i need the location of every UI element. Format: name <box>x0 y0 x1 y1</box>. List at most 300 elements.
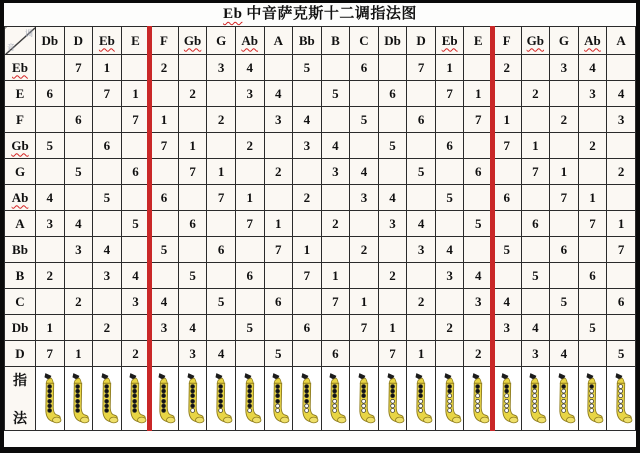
degree-cell: 5 <box>521 263 550 289</box>
page-title <box>4 3 636 25</box>
degree-cell: 3 <box>321 159 350 185</box>
degree-cell <box>207 315 236 341</box>
fingering-row <box>5 367 636 431</box>
note-label: D <box>73 32 84 48</box>
degree-cell: 3 <box>350 185 379 211</box>
row-header-Bb <box>5 237 36 263</box>
degree-cell: 4 <box>207 341 236 367</box>
column-header-13-D <box>407 27 436 55</box>
row-header-Ab <box>5 185 36 211</box>
degree-cell <box>178 289 207 315</box>
fingering-cell-9 <box>293 367 322 431</box>
degree-cell: 4 <box>407 211 436 237</box>
degree-cell: 6 <box>36 81 65 107</box>
table-row-Eb <box>5 55 636 81</box>
degree-cell: 5 <box>207 289 236 315</box>
degree-cell: 7 <box>36 341 65 367</box>
degree-cell <box>607 133 636 159</box>
note-label: G <box>14 163 26 179</box>
degree-cell <box>493 211 522 237</box>
fingering-cell-12 <box>378 367 407 431</box>
degree-cell: 6 <box>350 55 379 81</box>
degree-cell <box>235 237 264 263</box>
degree-cell <box>121 133 150 159</box>
fingering-cell-7 <box>235 367 264 431</box>
degree-cell: 6 <box>493 185 522 211</box>
fingering-label-top: 指 <box>13 373 27 389</box>
degree-cell: 1 <box>178 133 207 159</box>
fingering-cell-0 <box>36 367 65 431</box>
degree-cell: 2 <box>93 315 122 341</box>
section-divider-red-line-1 <box>147 26 152 431</box>
degree-cell: 3 <box>93 263 122 289</box>
degree-cell <box>350 211 379 237</box>
degree-cell <box>550 211 579 237</box>
degree-cell: 4 <box>121 263 150 289</box>
degree-cell: 1 <box>607 211 636 237</box>
title-key-note: Eb <box>223 6 243 22</box>
degree-cell <box>607 315 636 341</box>
degree-cell <box>150 341 179 367</box>
note-label: F <box>16 111 24 127</box>
degree-cell: 5 <box>435 185 464 211</box>
degree-cell: 5 <box>150 237 179 263</box>
degree-cell: 3 <box>293 133 322 159</box>
degree-cell: 6 <box>121 159 150 185</box>
degree-cell <box>207 133 236 159</box>
saxophone-icon <box>381 370 405 427</box>
fingering-cell-2 <box>93 367 122 431</box>
degree-cell: 2 <box>321 211 350 237</box>
table-row-D <box>5 341 636 367</box>
fingering-cell-13 <box>407 367 436 431</box>
degree-cell: 3 <box>378 211 407 237</box>
degree-cell <box>121 55 150 81</box>
table-row-Ab <box>5 185 636 211</box>
degree-cell <box>607 185 636 211</box>
saxophone-icon <box>123 370 147 427</box>
degree-cell <box>378 55 407 81</box>
degree-cell: 1 <box>378 315 407 341</box>
degree-cell: 2 <box>464 341 493 367</box>
degree-cell: 5 <box>493 237 522 263</box>
degree-cell: 2 <box>378 263 407 289</box>
degree-cell: 6 <box>178 211 207 237</box>
note-label: Ab <box>241 32 259 48</box>
note-label: D <box>416 32 426 48</box>
saxophone-icon <box>66 370 90 427</box>
degree-cell: 6 <box>207 237 236 263</box>
note-label: C <box>359 32 369 48</box>
degree-cell <box>93 107 122 133</box>
degree-cell: 6 <box>150 185 179 211</box>
column-header-1-D <box>64 27 93 55</box>
degree-cell <box>36 107 65 133</box>
saxophone-icon <box>209 370 233 427</box>
degree-cell <box>93 289 122 315</box>
degree-cell: 1 <box>150 107 179 133</box>
degree-cell <box>378 237 407 263</box>
note-label: Bb <box>12 241 28 257</box>
degree-cell <box>207 211 236 237</box>
saxophone-icon <box>266 370 290 427</box>
row-header-D <box>5 341 36 367</box>
column-header-0-Db <box>36 27 65 55</box>
degree-cell: 6 <box>378 81 407 107</box>
degree-cell <box>350 133 379 159</box>
fingering-cell-4 <box>150 367 179 431</box>
degree-cell <box>264 55 293 81</box>
degree-cell: 6 <box>464 159 493 185</box>
degree-cell: 2 <box>121 341 150 367</box>
degree-cell <box>435 107 464 133</box>
degree-cell: 3 <box>235 81 264 107</box>
degree-cell: 4 <box>178 315 207 341</box>
table-row-G <box>5 159 636 185</box>
note-label: Gb <box>11 137 29 153</box>
degree-cell <box>264 315 293 341</box>
degree-cell <box>521 55 550 81</box>
saxophone-icon <box>295 370 319 427</box>
degree-cell: 7 <box>293 263 322 289</box>
fingering-cell-5 <box>178 367 207 431</box>
column-header-2-Eb <box>93 27 122 55</box>
degree-cell: 4 <box>378 185 407 211</box>
degree-cell: 5 <box>178 263 207 289</box>
degree-cell <box>64 315 93 341</box>
degree-cell <box>493 263 522 289</box>
note-label: E <box>131 32 140 48</box>
column-header-19-Ab <box>578 27 607 55</box>
column-header-20-A <box>607 27 636 55</box>
degree-cell <box>235 107 264 133</box>
degree-cell <box>64 81 93 107</box>
degree-cell <box>264 263 293 289</box>
saxophone-icon <box>466 370 490 427</box>
saxophone-icon <box>409 370 433 427</box>
degree-cell <box>521 185 550 211</box>
row-header-B <box>5 263 36 289</box>
degree-cell <box>321 237 350 263</box>
degree-cell: 6 <box>293 315 322 341</box>
table-row-B <box>5 263 636 289</box>
degree-cell: 7 <box>407 55 436 81</box>
degree-cell: 1 <box>264 211 293 237</box>
degree-cell: 5 <box>464 211 493 237</box>
degree-cell <box>64 185 93 211</box>
degree-cell: 4 <box>235 55 264 81</box>
row-header-Db <box>5 315 36 341</box>
degree-cell <box>321 315 350 341</box>
degree-cell: 4 <box>464 263 493 289</box>
degree-cell: 1 <box>521 133 550 159</box>
note-label: Gb <box>526 32 545 48</box>
degree-cell: 5 <box>235 315 264 341</box>
degree-cell: 3 <box>578 81 607 107</box>
degree-cell: 5 <box>550 289 579 315</box>
degree-cell: 2 <box>550 107 579 133</box>
fingering-cell-18 <box>550 367 579 431</box>
degree-cell <box>435 341 464 367</box>
note-label: Db <box>41 32 59 48</box>
corner-top-right-label: 调 <box>25 29 33 38</box>
degree-cell: 1 <box>293 237 322 263</box>
degree-cell <box>550 315 579 341</box>
table-row-Bb <box>5 237 636 263</box>
degree-cell <box>407 185 436 211</box>
degree-cell: 3 <box>464 289 493 315</box>
degree-cell <box>321 185 350 211</box>
note-label: Ab <box>11 189 29 205</box>
degree-cell: 2 <box>435 315 464 341</box>
degree-cell <box>464 185 493 211</box>
degree-cell <box>521 107 550 133</box>
fingering-cell-3 <box>121 367 150 431</box>
degree-cell: 3 <box>64 237 93 263</box>
degree-cell <box>150 263 179 289</box>
degree-cell <box>235 341 264 367</box>
degree-cell: 1 <box>464 81 493 107</box>
degree-cell <box>121 237 150 263</box>
degree-cell: 7 <box>578 211 607 237</box>
fingering-cell-15 <box>464 367 493 431</box>
note-label: B <box>331 32 340 48</box>
degree-cell <box>178 185 207 211</box>
note-label: Eb <box>98 32 115 48</box>
note-label: Db <box>384 32 401 48</box>
fingering-cell-17 <box>521 367 550 431</box>
note-label: Db <box>11 319 29 335</box>
degree-cell <box>464 55 493 81</box>
degree-cell <box>36 289 65 315</box>
degree-cell <box>378 107 407 133</box>
degree-cell <box>350 81 379 107</box>
degree-cell: 1 <box>407 341 436 367</box>
saxophone-icon <box>181 370 205 427</box>
degree-cell <box>578 159 607 185</box>
table-row-E <box>5 81 636 107</box>
column-header-10-B <box>321 27 350 55</box>
degree-cell: 2 <box>493 55 522 81</box>
degree-cell: 4 <box>521 315 550 341</box>
degree-cell <box>64 263 93 289</box>
degree-cell <box>435 159 464 185</box>
degree-cell: 6 <box>578 263 607 289</box>
degree-cell: 4 <box>550 341 579 367</box>
column-header-11-C <box>350 27 379 55</box>
degree-cell <box>36 159 65 185</box>
degree-cell: 7 <box>464 107 493 133</box>
degree-cell <box>207 81 236 107</box>
note-label: Gb <box>183 32 202 48</box>
degree-cell: 1 <box>550 159 579 185</box>
degree-cell: 5 <box>293 55 322 81</box>
fingering-cell-8 <box>264 367 293 431</box>
degree-cell <box>578 237 607 263</box>
degree-cell: 3 <box>607 107 636 133</box>
fingering-cell-10 <box>321 367 350 431</box>
degree-cell <box>93 341 122 367</box>
saxophone-icon <box>152 370 176 427</box>
degree-cell: 5 <box>607 341 636 367</box>
degree-cell: 3 <box>407 237 436 263</box>
degree-cell: 6 <box>235 263 264 289</box>
degree-cell <box>521 289 550 315</box>
degree-cell: 2 <box>264 159 293 185</box>
degree-cell: 6 <box>64 107 93 133</box>
degree-cell: 7 <box>350 315 379 341</box>
saxophone-icon <box>609 370 633 427</box>
note-label: F <box>502 32 511 48</box>
saxophone-icon <box>438 370 462 427</box>
degree-cell: 4 <box>607 81 636 107</box>
degree-cell: 1 <box>207 159 236 185</box>
degree-cell <box>407 81 436 107</box>
saxophone-icon <box>580 370 604 427</box>
degree-cell <box>464 315 493 341</box>
degree-cell <box>521 237 550 263</box>
degree-cell: 6 <box>407 107 436 133</box>
degree-cell <box>207 263 236 289</box>
row-header-G <box>5 159 36 185</box>
degree-cell: 3 <box>435 263 464 289</box>
degree-cell: 7 <box>150 133 179 159</box>
degree-cell <box>578 107 607 133</box>
saxophone-icon <box>352 370 376 427</box>
degree-cell <box>293 341 322 367</box>
degree-cell <box>235 289 264 315</box>
degree-cell <box>150 159 179 185</box>
degree-cell <box>464 133 493 159</box>
degree-cell <box>36 55 65 81</box>
degree-cell: 5 <box>350 107 379 133</box>
degree-cell: 2 <box>293 185 322 211</box>
degree-cell: 3 <box>178 341 207 367</box>
degree-cell <box>321 107 350 133</box>
degree-cell: 5 <box>121 211 150 237</box>
saxophone-icon <box>323 370 347 427</box>
fingering-cell-1 <box>64 367 93 431</box>
degree-cell <box>121 185 150 211</box>
degree-cell <box>350 263 379 289</box>
row-header-Eb <box>5 55 36 81</box>
degree-cell <box>407 263 436 289</box>
degree-cell: 2 <box>235 133 264 159</box>
degree-cell <box>607 55 636 81</box>
degree-cell <box>93 159 122 185</box>
note-label: A <box>616 32 626 48</box>
degree-cell <box>264 185 293 211</box>
note-label: D <box>15 345 25 361</box>
fingering-label-bottom: 法 <box>13 411 27 427</box>
degree-cell: 1 <box>64 341 93 367</box>
degree-cell: 7 <box>235 211 264 237</box>
note-label: E <box>15 85 25 101</box>
column-header-3-E <box>121 27 150 55</box>
fingering-cell-11 <box>350 367 379 431</box>
row-header-A <box>5 211 36 237</box>
degree-cell: 7 <box>264 237 293 263</box>
degree-cell: 2 <box>36 263 65 289</box>
degree-cell: 3 <box>493 315 522 341</box>
column-header-9-Bb <box>293 27 322 55</box>
degree-cell: 4 <box>493 289 522 315</box>
degree-cell <box>178 107 207 133</box>
saxophone-icon <box>495 370 519 427</box>
degree-cell <box>435 211 464 237</box>
degree-cell: 4 <box>321 133 350 159</box>
degree-cell: 5 <box>64 159 93 185</box>
degree-cell: 2 <box>607 159 636 185</box>
degree-cell <box>350 341 379 367</box>
degree-cell: 2 <box>64 289 93 315</box>
degree-cell: 3 <box>150 315 179 341</box>
column-header-7-Ab <box>235 27 264 55</box>
note-label: A <box>273 32 283 48</box>
corner-cell <box>5 27 36 55</box>
note-label: Ab <box>584 32 601 48</box>
column-header-4-F <box>150 27 179 55</box>
table-row-C <box>5 289 636 315</box>
note-label: G <box>216 32 227 48</box>
column-header-5-Gb <box>178 27 207 55</box>
degree-cell: 7 <box>493 133 522 159</box>
degree-cell <box>407 315 436 341</box>
degree-cell <box>607 263 636 289</box>
degree-cell <box>407 133 436 159</box>
degree-cell <box>293 81 322 107</box>
degree-cell: 3 <box>264 107 293 133</box>
degree-cell: 3 <box>121 289 150 315</box>
degree-cell: 5 <box>264 341 293 367</box>
degree-cell: 1 <box>93 55 122 81</box>
saxophone-icon <box>238 370 262 427</box>
degree-cell <box>150 211 179 237</box>
fingering-cell-16 <box>493 367 522 431</box>
row-header-F <box>5 107 36 133</box>
degree-cell <box>93 211 122 237</box>
degree-cell: 2 <box>521 81 550 107</box>
degree-cell: 3 <box>36 211 65 237</box>
degree-cell: 7 <box>178 159 207 185</box>
degree-cell: 7 <box>93 81 122 107</box>
degree-cell <box>578 289 607 315</box>
saxophone-icon <box>38 370 62 427</box>
degree-cell: 1 <box>435 55 464 81</box>
corner-bottom-left-label: 音 <box>7 43 15 52</box>
degree-cell: 7 <box>121 107 150 133</box>
table-row-Db <box>5 315 636 341</box>
degree-cell: 2 <box>178 81 207 107</box>
fingering-row-header <box>5 367 36 431</box>
degree-cell: 4 <box>264 81 293 107</box>
degree-cell: 7 <box>521 159 550 185</box>
fingering-table <box>4 26 636 431</box>
degree-cell <box>121 315 150 341</box>
degree-cell: 1 <box>321 263 350 289</box>
saxophone-icon <box>523 370 547 427</box>
degree-cell <box>493 159 522 185</box>
degree-cell: 7 <box>607 237 636 263</box>
degree-cell <box>178 55 207 81</box>
degree-cell <box>36 237 65 263</box>
degree-cell: 2 <box>350 237 379 263</box>
row-header-Gb <box>5 133 36 159</box>
column-header-18-G <box>550 27 579 55</box>
degree-cell: 7 <box>550 185 579 211</box>
degree-cell: 2 <box>578 133 607 159</box>
row-header-C <box>5 289 36 315</box>
